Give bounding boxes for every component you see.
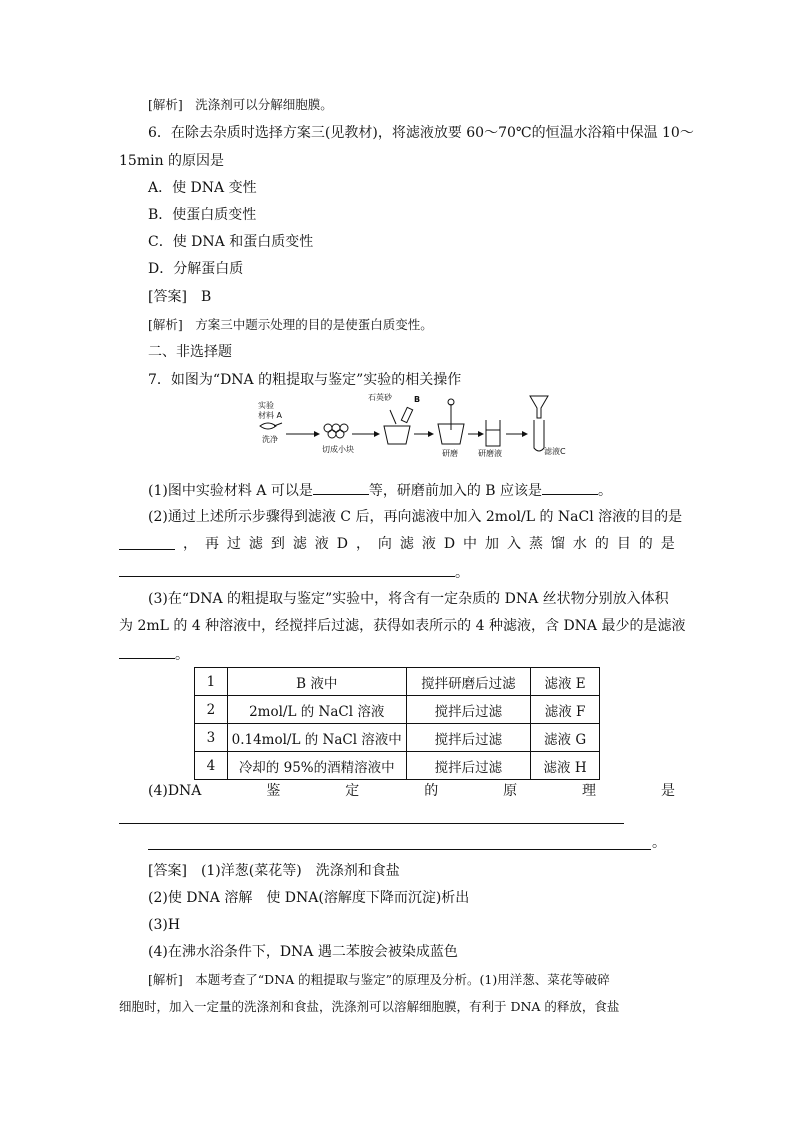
p2-char: 目 [616, 536, 631, 552]
part4-end: 。 [652, 835, 666, 851]
answer-blank-1[interactable] [313, 480, 369, 495]
answer-blank-6[interactable] [119, 823, 624, 824]
mortar-icon [384, 426, 410, 444]
q5-analysis [148, 96, 333, 114]
p2-char: 滤 [248, 536, 263, 552]
q7-answer-2: (2)使 DNA 溶解 使 DNA(溶解度下降而沉淀)析出 [148, 890, 470, 906]
part1-text-a: (1)图中实验材料 A 可以是 [148, 483, 313, 499]
analysis-tag: [解析] [148, 317, 183, 332]
table-cell: 搅拌后过滤 [406, 696, 531, 724]
table-cell: 0.14mol/L 的 NaCl 溶液中 [227, 724, 406, 752]
diagram-label-material: 材料 A [258, 411, 283, 420]
answer-blank-7[interactable] [148, 849, 651, 850]
p4-word: 理 [582, 783, 597, 799]
p2-char: 到 [270, 536, 285, 552]
table-cell: 滤液 F [531, 696, 600, 724]
diagram-label-sand: 石英砂 [368, 393, 392, 402]
test-tube-icon [534, 420, 544, 451]
analysis-text: 本题考查了“DNA 的粗提取与鉴定”的原理及分析。(1)用洋葱、菜花等破碎 [195, 972, 610, 987]
q7-answer-3: (3)H [148, 917, 181, 933]
p2-char: 加 [485, 536, 499, 552]
onion-stem [274, 423, 282, 426]
table-cell: 3 [195, 724, 228, 752]
part3-end: 。 [175, 647, 189, 663]
table-cell: 2 [195, 696, 228, 724]
p2-char: D [336, 536, 348, 552]
p2-char: 液 [314, 536, 329, 552]
diagram-label-wash: 洗净 [262, 435, 278, 444]
answer-blank-3[interactable] [119, 535, 175, 550]
p2-char: 馏 [550, 536, 565, 552]
q6-option-a: A．使 DNA 变性 [148, 180, 257, 196]
answer-value: B [200, 289, 212, 305]
section-title: 二、非选择题 [148, 344, 232, 360]
q6-option-c: C．使 DNA 和蛋白质变性 [148, 234, 314, 250]
p4-word: 鉴 [266, 783, 281, 799]
p2-char: 的 [638, 536, 653, 552]
part1-text-b: 等，研磨前加入的 B 应该是 [368, 483, 543, 499]
q7-answer-1 [148, 862, 400, 880]
answer-blank-2[interactable] [542, 480, 598, 495]
q7-answer-4: (4)在沸水浴条件下，DNA 遇二苯胺会被染成蓝色 [148, 944, 458, 960]
analysis-text: 洗涤剂可以分解细胞膜。 [195, 97, 333, 112]
diagram-label-material-top: 实验 [258, 401, 274, 410]
sand-pour [390, 410, 396, 424]
q6-answer [148, 288, 211, 306]
table-cell: 4 [195, 752, 228, 780]
q7-part1 [148, 480, 612, 500]
q7-analysis-line2: 细胞时，加入一定量的洗涤剂和食盐，洗涤剂可以溶解细胞膜，有利于 DNA 的释放，食盐 [119, 999, 620, 1014]
arrow-4-head [478, 431, 484, 437]
filtrate-table [194, 667, 600, 780]
beaker-icon [486, 420, 500, 446]
q6-option-b: B．使蛋白质变性 [148, 207, 257, 223]
part1-end: 。 [598, 483, 613, 499]
table-cell: 滤液 G [531, 724, 600, 752]
table-cell: 冷却的 95%的酒精溶液中 [227, 752, 406, 780]
table-row [195, 668, 600, 696]
arrow-3-head [428, 431, 434, 437]
answer-tag: [答案] [148, 289, 187, 305]
reagent-bottle-icon [401, 407, 412, 422]
q7-part3-line2: 为 2mL 的 4 种溶液中，经搅拌后过滤，获得如表所示的 4 种滤液，含 DNA 最少的是滤液 [119, 618, 686, 634]
diagram-label-liquid: 研磨液 [478, 449, 502, 458]
table-row [195, 696, 600, 724]
funnel-icon [530, 396, 548, 418]
p2-char: 入 [506, 536, 521, 552]
table-row [195, 752, 600, 780]
arrow-2-head [374, 431, 380, 437]
table-cell: 滤液 H [531, 752, 600, 780]
table-cell: 搅拌后过滤 [406, 752, 531, 780]
diagram-label-cut: 切成小块 [322, 445, 354, 454]
q6-option-d: D．分解蛋白质 [148, 261, 244, 277]
p2-char: ， [355, 536, 370, 552]
onion-icon [260, 423, 276, 429]
q7-part4-line1 [148, 782, 675, 800]
p2-char: 再 [204, 536, 219, 552]
q7-part3-line1: (3)在“DNA 的粗提取与鉴定”实验中，将含有一定杂质的 DNA 丝状物分别放入体积 [148, 591, 669, 607]
table-cell: 搅拌后过滤 [406, 724, 531, 752]
diagram-label-b: B [414, 395, 421, 404]
q6-stem-line2: 15min 的原因是 [119, 153, 225, 169]
answer-tag: [答案] [148, 863, 187, 879]
p4-word: 的 [424, 783, 439, 799]
p4-word: (4)DNA [148, 783, 202, 799]
q6-analysis [148, 316, 433, 334]
diagram-label-grind: 研磨 [442, 449, 458, 458]
table-cell: 滤液 E [531, 668, 600, 696]
p2-char: 的 [594, 536, 609, 552]
p2-char: 滤 [399, 536, 414, 552]
analysis-text: 方案三中题示处理的目的是使蛋白质变性。 [195, 317, 433, 332]
q7-analysis-line1 [148, 971, 675, 989]
p2-char: ， [182, 536, 197, 552]
analysis-tag: [解析] [148, 97, 183, 112]
p2-char: 蒸 [528, 536, 543, 552]
cut-pieces-icon [324, 424, 348, 438]
q7-part2-line3 [119, 562, 469, 582]
answer-blank-5[interactable] [119, 644, 175, 659]
p4-word: 是 [660, 783, 675, 799]
p2-char: 中 [463, 536, 478, 552]
table-cell: 2mol/L 的 NaCl 溶液 [227, 696, 406, 724]
p2-char: D [443, 536, 456, 552]
arrow-5-head [522, 431, 528, 437]
p4-word: 定 [345, 783, 360, 799]
table-cell: 搅拌研磨后过滤 [406, 668, 531, 696]
table-cell: B 液中 [227, 668, 406, 696]
experiment-diagram [256, 390, 576, 462]
answer-text: (1)洋葱(菜花等) 洗涤剂和食盐 [200, 863, 400, 879]
p2-char: 是 [660, 536, 675, 552]
table-cell: 1 [195, 668, 228, 696]
q7-part2-line1: (2)通过上述所示步骤得到滤液 C 后，再向滤液中加入 2mol/L 的 NaCl 溶液的目的是 [148, 509, 683, 525]
p2-char: 水 [572, 536, 587, 552]
q6-stem-line1: 6．在除去杂质时选择方案三(见教材)，将滤液放要 60～70℃的恒温水浴箱中保温 10～ [148, 125, 694, 141]
table-row [195, 724, 600, 752]
part2-end: 。 [455, 565, 469, 581]
p4-word: 原 [503, 783, 518, 799]
q7-part3-line3 [119, 644, 189, 664]
diagram-label-filtrate: 滤液C [544, 447, 566, 456]
p2-char: 向 [377, 536, 392, 552]
q7-stem: 7．如图为“DNA 的粗提取与鉴定”实验的相关操作 [148, 372, 462, 388]
p2-char: 过 [226, 536, 241, 552]
p2-char: 液 [421, 536, 436, 552]
q7-part2-line2 [119, 535, 675, 553]
arrow-1-head [314, 431, 320, 437]
analysis-tag: [解析] [148, 972, 183, 987]
answer-blank-4[interactable] [119, 562, 455, 577]
p2-char: 滤 [292, 536, 307, 552]
